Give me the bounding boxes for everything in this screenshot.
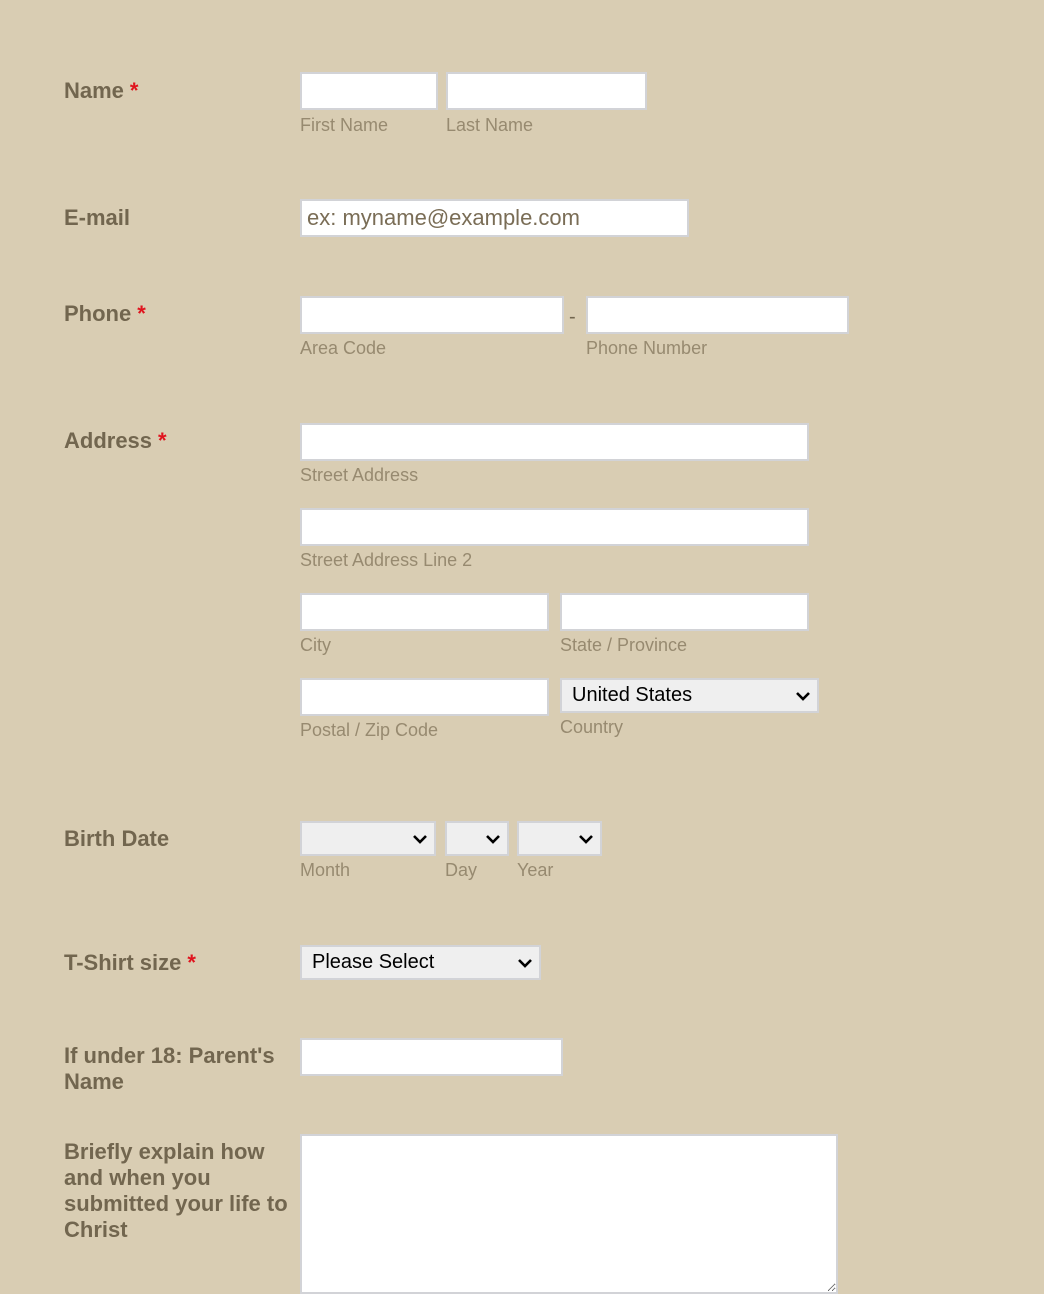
tshirt-size-label [64, 950, 196, 976]
area-code-sublabel: Area Code [300, 338, 387, 358]
phone-separator: - [569, 306, 576, 328]
address-label [64, 428, 167, 454]
birth-day-select[interactable] [445, 821, 509, 856]
chevron-down-icon [517, 955, 533, 971]
first-name-sublabel: First Name [300, 115, 389, 135]
chevron-down-icon [578, 831, 594, 847]
name-label-text: Name [64, 78, 124, 103]
country-select[interactable] [560, 678, 819, 713]
phone-label-text: Phone [64, 301, 132, 326]
birth-date-label: Birth Date [64, 826, 170, 851]
required-mark: * [137, 301, 146, 326]
required-mark: * [129, 78, 139, 103]
required-mark: * [158, 428, 167, 453]
day-sublabel: Day [445, 860, 478, 880]
street-address-sublabel: Street Address [300, 465, 419, 485]
last-name-sublabel: Last Name [446, 115, 534, 135]
testimony-label: Briefly explain how and when you submitted your life to Christ [64, 1139, 288, 1242]
last-name-input[interactable] [446, 72, 647, 110]
street-address-line2-input[interactable] [300, 508, 809, 546]
birth-month-select[interactable] [300, 821, 436, 856]
name-label [64, 78, 138, 104]
phone-label [64, 301, 146, 327]
parent-name-input[interactable] [300, 1038, 563, 1076]
state-input[interactable] [560, 593, 809, 631]
email-input[interactable] [300, 199, 689, 237]
month-sublabel: Month [300, 860, 351, 880]
area-code-input[interactable] [300, 296, 564, 334]
tshirt-size-label-text: T-Shirt size [64, 950, 182, 975]
email-label: E-mail [64, 205, 131, 230]
country-sublabel: Country [560, 717, 624, 737]
street-address-line2-sublabel: Street Address Line 2 [300, 550, 473, 570]
tshirt-size-select[interactable] [300, 945, 541, 980]
city-input[interactable] [300, 593, 549, 631]
city-sublabel: City [300, 635, 331, 655]
testimony-textarea[interactable] [300, 1134, 838, 1294]
first-name-input[interactable] [300, 72, 438, 110]
chevron-down-icon [412, 831, 428, 847]
address-label-text: Address [64, 428, 153, 453]
zip-sublabel: Postal / Zip Code [300, 720, 439, 740]
country-selected-value: United States [572, 684, 693, 706]
birth-year-select[interactable] [517, 821, 602, 856]
required-mark: * [187, 950, 196, 975]
chevron-down-icon [795, 688, 811, 704]
parent-name-label: If under 18: Parent's Name [64, 1043, 275, 1094]
tshirt-size-value: Please Select [312, 951, 435, 973]
chevron-down-icon [485, 831, 501, 847]
year-sublabel: Year [517, 860, 554, 880]
phone-number-input[interactable] [586, 296, 849, 334]
street-address-input[interactable] [300, 423, 809, 461]
zip-input[interactable] [300, 678, 549, 716]
state-sublabel: State / Province [560, 635, 688, 655]
phone-number-sublabel: Phone Number [586, 338, 708, 358]
